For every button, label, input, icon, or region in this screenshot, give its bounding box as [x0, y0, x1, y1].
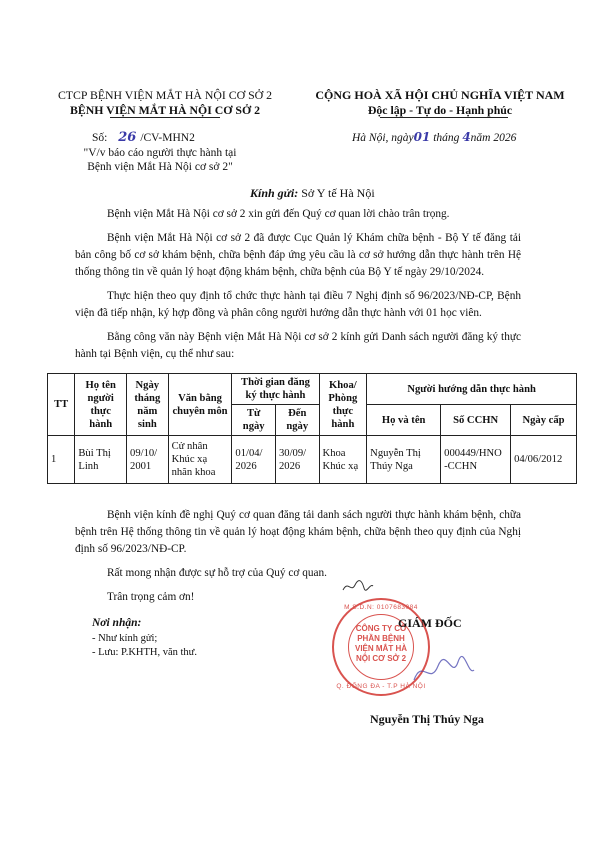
cell-degree: Cử nhân Khúc xạ nhãn khoa [168, 436, 232, 484]
th-sup-date: Ngày cấp [511, 405, 577, 436]
nation-title: CỘNG HOÀ XÃ HỘI CHỦ NGHĨA VIỆT NAM [315, 88, 565, 102]
table-header-row [48, 374, 577, 405]
th-degree: Văn bằng chuyên môn [168, 374, 232, 436]
cell-tt: 1 [48, 436, 75, 484]
signer-title: GIÁM ĐỐC [398, 616, 462, 630]
hospital-name: BỆNH VIỆN MẮT HÀ NỘI CƠ SỞ 2 [70, 103, 260, 117]
addressee-label: Kính gửi: [250, 186, 299, 200]
paragraph-thanks: Trân trọng cảm ơn! [107, 591, 195, 603]
paragraph-greeting: Bệnh viện Mắt Hà Nội cơ sở 2 xin gửi đến Quý cơ quan lời chào trân trọng. [107, 208, 450, 220]
addressee [250, 186, 375, 201]
director-signature [408, 650, 478, 692]
table-row [48, 436, 577, 484]
company-name: CTCP BỆNH VIỆN MẮT HÀ NỘI CƠ SỞ 2 [57, 88, 273, 102]
th-from: Từ ngày [232, 405, 276, 436]
subject: "V/v báo cáo người thực hành tại Bệnh viện Mắt Hà Nội cơ sở 2" [83, 147, 237, 173]
issue-date: Hà Nội, ngày01 tháng 4năm 2026 [352, 130, 517, 144]
cell-sup-name: Nguyễn Thị Thúy Nga [367, 436, 441, 484]
recipient-item: - Như kính gửi; [92, 633, 158, 644]
cell-from: 01/04/ 2026 [232, 436, 276, 484]
cell-to: 30/09/ 2026 [275, 436, 319, 484]
recipients-title: Nơi nhận: [92, 617, 142, 629]
cell-name: Bùi Thị Linh [75, 436, 127, 484]
registration-table [47, 373, 577, 484]
th-dept: Khoa/ Phòng thực hành [319, 374, 367, 436]
seal-ring-top: M.S.D.N: 0107683084 [344, 604, 418, 611]
header-left [40, 88, 290, 118]
initial-signature [340, 577, 376, 595]
body-paragraphs [75, 206, 521, 363]
th-dob: Ngày tháng năm sinh [127, 374, 169, 436]
document-number: Số: 26 /CV-MHN2 [92, 130, 195, 145]
motto: Độc lập - Tự do - Hạnh phúc [367, 103, 513, 117]
th-to: Đến ngày [275, 405, 319, 436]
header-right [300, 88, 580, 118]
paragraph-support: Rất mong nhận được sự hỗ trợ của Quý cơ quan. [107, 567, 327, 579]
seal-inner: CÔNG TY CỔ PHẦN BỆNH VIỆN MẮT HÀ NỘI CƠ SỞ 2 [348, 614, 414, 680]
th-sup-cert: Số CCHN [441, 405, 511, 436]
recipient-item: - Lưu: P.KHTH, văn thư. [92, 647, 197, 658]
paragraph-request: Bệnh viện kính đề nghị Quý cơ quan đăng tải danh sách người thực hành khám bệnh, chữa bệnh trên Hệ thống thông tin về quản lý hoạt động khám bệnh, chữa bệnh theo quy định của Nghị định số 96/2023/NĐ-CP. [75, 509, 521, 555]
th-name: Họ tên người thực hành [75, 374, 127, 436]
cell-dept: Khoa Khúc xạ [319, 436, 367, 484]
header-left-underline [110, 117, 220, 118]
closing-section [75, 507, 521, 606]
paragraph-announcement: Bệnh viện Mắt Hà Nội cơ sở 2 đã được Cục Quản lý Khám chữa bệnh - Bộ Y tế đăng tải bản công bố cơ sở khám bệnh, chữa bệnh đáp ứng yêu cầu là cơ sở hướng dẫn thực hành trên Hệ thống thông tin về quản lý hoạt động khám bệnh, chữa bệnh của Bộ Y tế ngày 29/10/2024. [75, 232, 521, 278]
header-right-underline [380, 117, 508, 118]
th-sup-name: Họ và tên [367, 405, 441, 436]
seal-ring-bottom: Q. ĐỐNG ĐA - T.P HÀ NỘI [336, 683, 426, 690]
paragraph-regulation: Thực hiện theo quy định tổ chức thực hành tại điều 7 Nghị định số 96/2023/NĐ-CP, Bệnh viện đã tiếp nhận, ký hợp đồng và phân công người hướng dẫn thực hành với 01 học viên. [75, 290, 521, 319]
paragraph-list-intro: Bằng công văn này Bệnh viện Mắt Hà Nội cơ sở 2 kính gửi Danh sách người đăng ký thực hành tại Bệnh viện, cụ thể như sau: [75, 331, 521, 360]
th-supervisor: Người hướng dẫn thực hành [367, 374, 577, 405]
cell-sup-date: 04/06/2012 [511, 436, 577, 484]
addressee-value: Sở Y tế Hà Nội [301, 186, 375, 200]
th-period: Thời gian đăng ký thực hành [232, 374, 319, 405]
cell-sup-cert: 000449/HNO -CCHN [441, 436, 511, 484]
handwritten-number: 26 [118, 130, 137, 145]
cell-dob: 09/10/ 2001 [127, 436, 169, 484]
signer-name: Nguyễn Thị Thúy Nga [370, 712, 484, 726]
recipients [92, 616, 197, 660]
th-tt: TT [48, 374, 75, 436]
